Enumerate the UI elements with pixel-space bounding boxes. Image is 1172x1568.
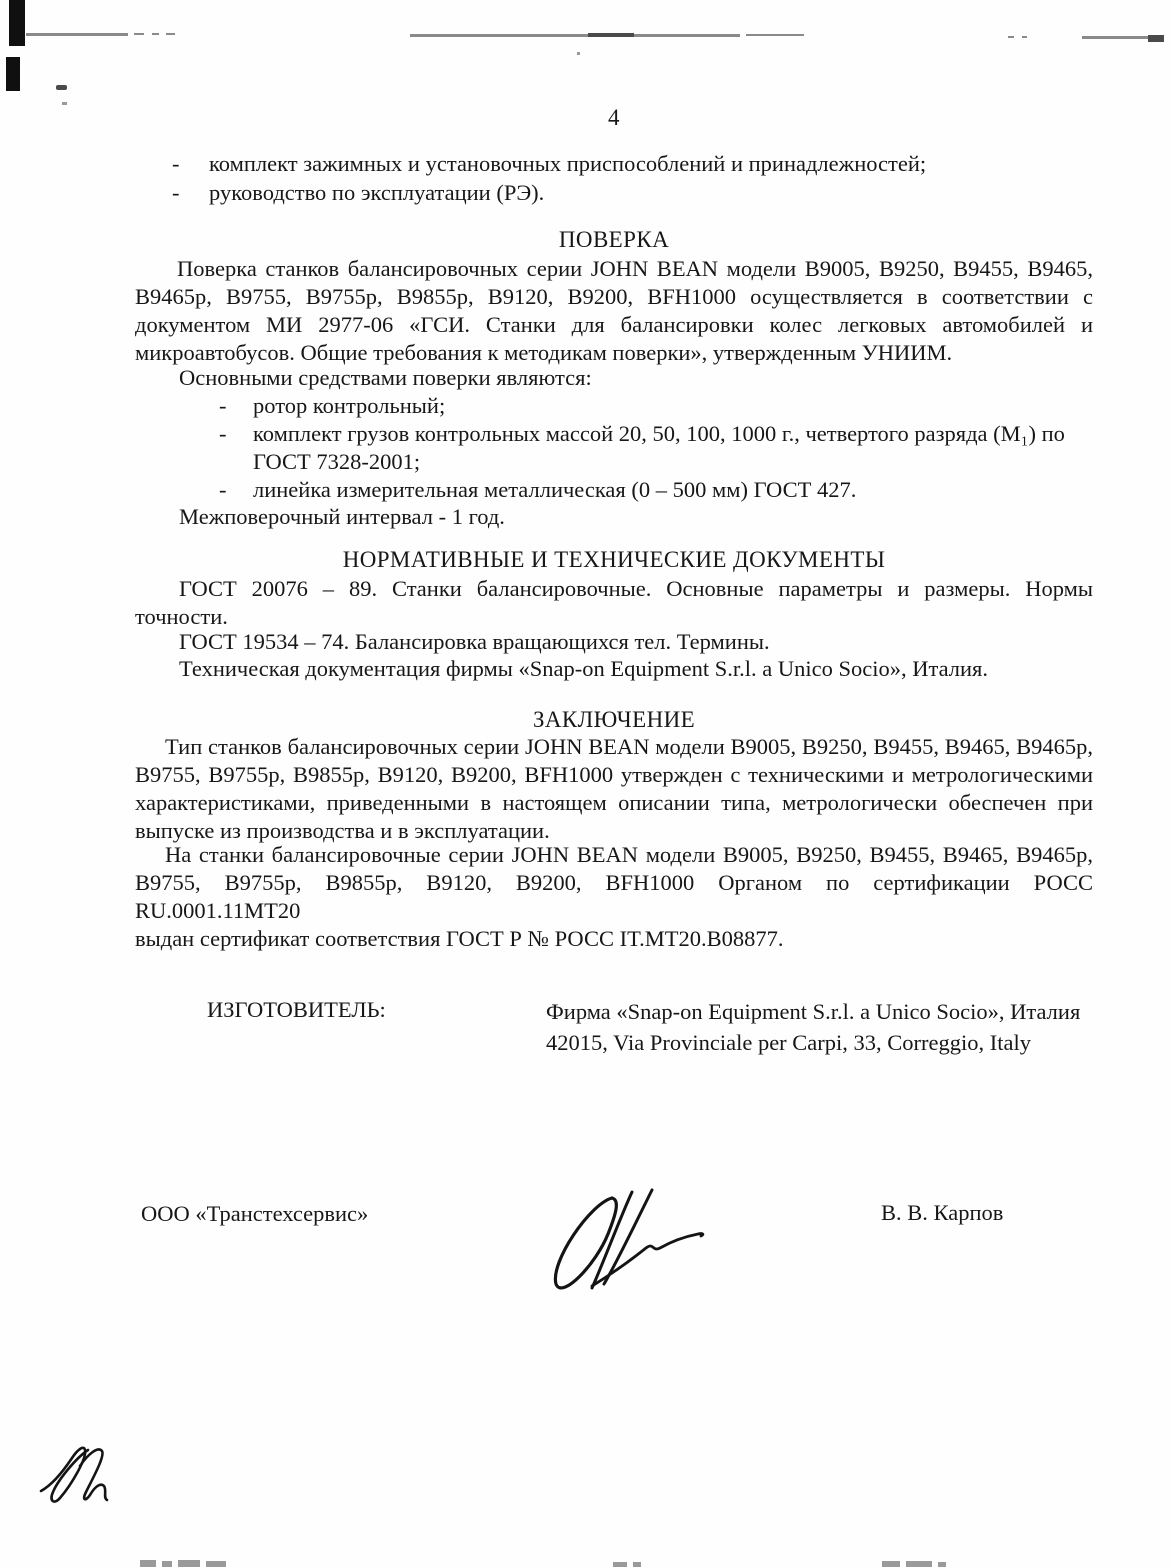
list-item-text: комплект грузов контрольных массой 20, 50, 100, 1000 г., четвертого разряда (М₁) по [253,421,1065,446]
conclusion-paragraph-1 [135,733,1093,845]
paragraph-line: Тип станков балансировочных серии JOHN BEAN модели В9005, В9250, В9455, В9465, В9465р, [165,734,1093,759]
list-item-text: ротор контрольный; [253,393,446,418]
interval-line: Межповерочный интервал - 1 год. [179,504,505,529]
poverka-paragraph [135,255,1093,367]
scan-artifact-rule [1022,36,1027,38]
paragraph-line: На станки балансировочные серии JOHN BEAN модели В9005, В9250, В9455, В9465, В9465р, [165,842,1093,867]
scan-artifact-bar [9,0,25,46]
normative-paragraph-3: Техническая документация фирмы «Snap-on Equipment S.r.l. a Unico Socio», Италия. [179,656,989,681]
list-dash-marker: - [219,421,227,446]
scan-artifact-mark [577,52,580,55]
scan-artifact-rule [1008,36,1014,38]
paragraph-line: выдан сертификат соответствия ГОСТ Р № РОСС IT.МТ20.В08877. [135,926,784,951]
paragraph-line: В9755, В9755р, В9855р, В9120, В9200, BFH1000 Органом по сертификации РОСС RU.0001.11МТ20 [135,870,1093,923]
list-dash-marker: - [172,179,180,205]
list-item [135,179,1093,208]
paragraph-line: точности. [135,604,228,629]
scan-cutoff-text [613,1562,627,1567]
scan-artifact-rule [166,33,175,35]
scan-cutoff-text [882,1561,900,1567]
list-item [135,150,1093,179]
list-item [135,392,1093,420]
scan-artifact-bar [6,57,20,91]
scan-cutoff-text [906,1561,932,1567]
section-heading-normative: НОРМАТИВНЫЕ И ТЕХНИЧЕСКИЕ ДОКУМЕНТЫ [342,547,886,572]
scan-artifact-rule [26,33,128,36]
manufacturer-label: ИЗГОТОВИТЕЛЬ: [207,997,386,1022]
normative-paragraph-1 [135,575,1093,631]
scan-artifact-rule [588,33,634,37]
paragraph-line: выпуске из производства и в эксплуатации. [135,818,550,843]
signer-name: В. В. Карпов [881,1200,1004,1225]
scan-artifact-rule [152,33,159,35]
normative-paragraph-2: ГОСТ 19534 – 74. Балансировка вращающихся тел. Термины. [179,629,770,654]
means-list [135,392,1093,504]
paragraph-line: В9755, В9755р, В9855р, В9120, В9200, BFH1000 утвержден с техническими и метрологическими [135,762,1093,787]
paragraph-line: В9465р, В9755, В9755р, В9855р, В9120, В9200, BFH1000 осуществляется в соответствии с [135,284,1093,309]
scan-artifact-mark [56,85,67,90]
intro-list [135,150,1093,207]
company-name: ООО «Транстехсервис» [141,1201,369,1226]
scan-artifact-rule [134,33,144,35]
list-dash-marker: - [219,393,227,418]
list-item-text: комплект зажимных и установочных приспособлений и принадлежностей; [209,151,927,176]
paragraph-line: ГОСТ 20076 – 89. Станки балансировочные. Основные параметры и размеры. Нормы [179,576,1093,601]
list-item-text: руководство по эксплуатации (РЭ). [209,179,545,205]
paragraph-line: характеристиками, приведенными в настоящем описании типа, метрологически обеспечен при [135,790,1093,815]
scan-artifact-rule [746,34,804,36]
scan-cutoff-text [206,1561,226,1567]
means-intro-line: Основными средствами поверки являются: [179,365,592,390]
scan-cutoff-text [162,1561,172,1567]
corner-signature-image [38,1438,134,1512]
scan-artifact-mark [1148,35,1164,42]
list-dash-marker: - [172,151,180,176]
list-dash-marker: - [219,477,227,502]
manufacturer-address: 42015, Via Provinciale per Carpi, 33, Correggio, Italy [546,1030,1032,1055]
scan-artifact-mark [62,102,67,105]
section-heading-conclusion: ЗАКЛЮЧЕНИЕ [532,707,696,732]
scan-cutoff-text [140,1560,156,1567]
section-heading-poverka: ПОВЕРКА [558,227,670,252]
scan-cutoff-text [938,1562,946,1567]
manufacturer-info [546,996,1080,1058]
paragraph-line: Поверка станков балансировочных серии JOHN BEAN модели В9005, В9250, В9455, В9465, [177,256,1093,281]
list-item-text: линейка измерительная металлическая (0 – 500 мм) ГОСТ 427. [253,477,857,502]
conclusion-paragraph-2 [135,841,1093,953]
paragraph-line: микроавтобусов. Общие требования к методикам поверки», утвержденным УНИИМ. [135,340,953,365]
scan-artifact-rule [410,34,740,37]
manufacturer-name: Фирма «Snap-on Equipment S.r.l. a Unico Socio», Италия [546,999,1081,1024]
page-number: 4 [608,105,620,130]
scan-cutoff-text [633,1562,641,1567]
list-item-continuation: ГОСТ 7328-2001; [253,449,421,474]
signature-image [540,1188,712,1292]
scan-cutoff-text [178,1560,200,1567]
paragraph-line: документом МИ 2977-06 «ГСИ. Станки для балансировки колес легковых автомобилей и [135,312,1093,337]
list-item [135,420,1093,448]
list-item [135,476,1093,504]
